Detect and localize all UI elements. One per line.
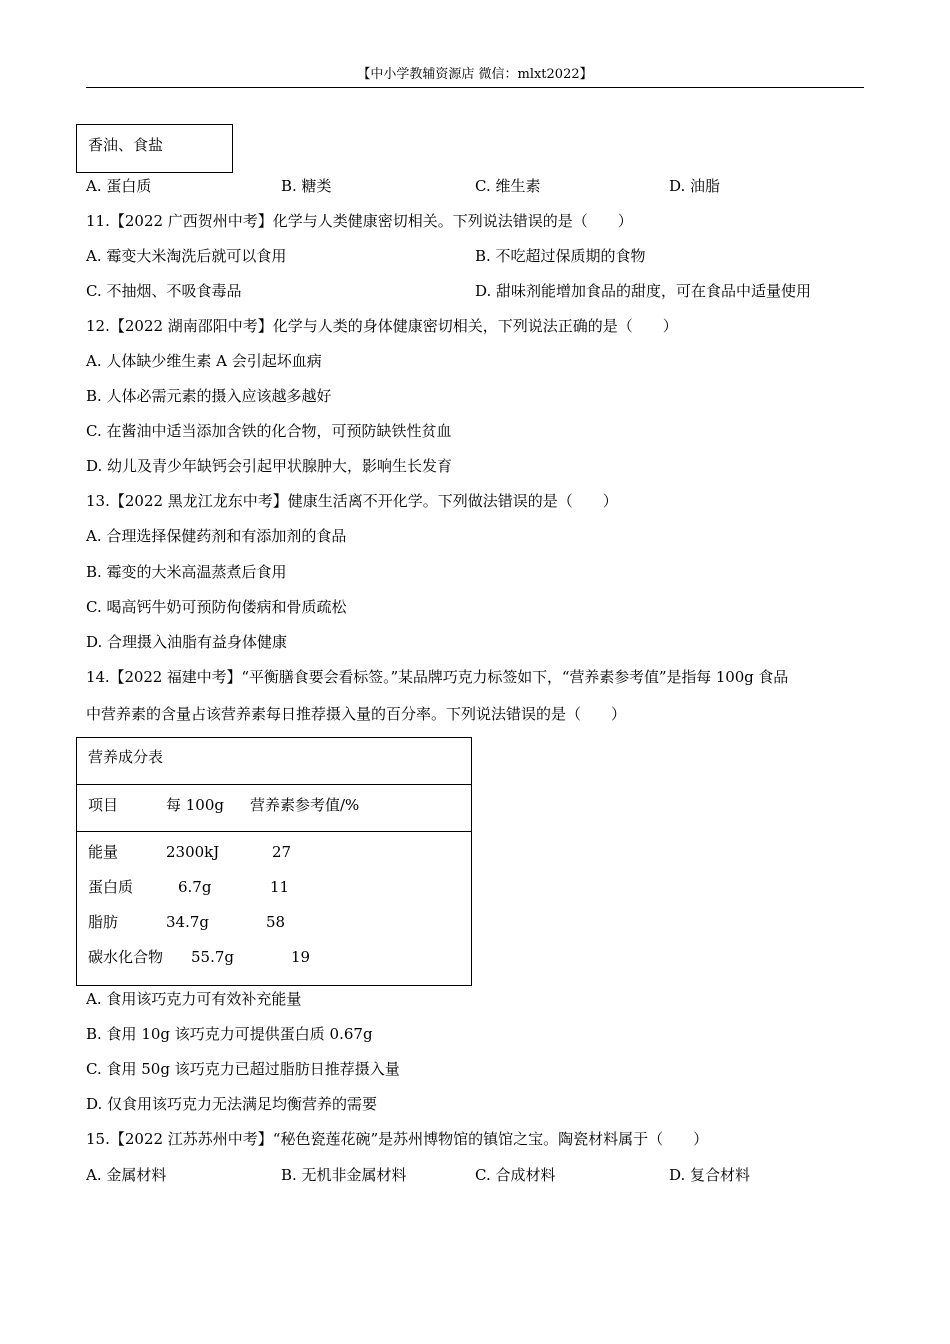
q14-stem-line2: 中营养素的含量占该营养素每日推荐摄入量的百分率。下列说法错误的是（ ） [86, 705, 627, 723]
q13-option-b: B. 霉变的大米高温蒸煮后食用 [86, 563, 287, 581]
q12-option-a: A. 人体缺少维生素 A 会引起坏血病 [86, 352, 322, 370]
q14-option-d: D. 仅食用该巧克力无法满足均衡营养的需要 [86, 1095, 378, 1113]
page-header: 【中小学教辅资源店 微信：mlxt2022】 [357, 67, 593, 82]
q15-option-b: B. 无机非金属材料 [281, 1166, 407, 1184]
q14-option-c: C. 食用 50g 该巧克力已超过脂肪日推荐摄入量 [86, 1060, 400, 1078]
q13-option-c: C. 喝高钙牛奶可预防佝偻病和骨质疏松 [86, 598, 347, 616]
table-row-carb-amount: 55.7g [191, 948, 235, 966]
table-row-protein-name: 蛋白质 [88, 878, 134, 896]
q10-option-d: D. 油脂 [669, 177, 721, 195]
q11-option-d: D. 甜味剂能增加食品的甜度，可在食品中适量使用 [475, 282, 812, 300]
table-row-energy-name: 能量 [88, 843, 119, 861]
table-title: 营养成分表 [88, 748, 164, 766]
table-row-carb-nrv: 19 [291, 948, 311, 966]
q13-option-d: D. 合理摄入油脂有益身体健康 [86, 633, 288, 651]
table-row-protein-nrv: 11 [270, 878, 290, 896]
q15-option-c: C. 合成材料 [475, 1166, 556, 1184]
q13-stem: 13.【2022 黑龙江龙东中考】健康生活离不开化学。下列做法错误的是（ ） [86, 492, 618, 510]
q12-option-c: C. 在酱油中适当添加含铁的化合物，可预防缺铁性贫血 [86, 422, 452, 440]
q10-option-c: C. 维生素 [475, 177, 541, 195]
q10-option-b: B. 糖类 [281, 177, 332, 195]
q11-option-b: B. 不吃超过保质期的食物 [475, 247, 646, 265]
table-row-fat-amount: 34.7g [166, 913, 210, 931]
table-row-energy-nrv: 27 [272, 843, 292, 861]
q10-option-a: A. 蛋白质 [86, 177, 152, 195]
q15-stem: 15.【2022 江苏苏州中考】“秘色瓷莲花碗”是苏州博物馆的镇馆之宝。陶瓷材料属于（ ） [86, 1130, 709, 1148]
table-header-item: 项目 [88, 796, 119, 814]
table-row-protein-amount: 6.7g [178, 878, 212, 896]
q14-stem-line1: 14.【2022 福建中考】“平衡膳食要会看标签。”某品牌巧克力标签如下，“营养素参考值”是指每 100g 食品 [86, 668, 789, 686]
q15-option-d: D. 复合材料 [669, 1166, 751, 1184]
table-row-energy-amount: 2300kJ [166, 843, 220, 861]
table-divider-1 [76, 784, 472, 785]
table-row-carb-name: 碳水化合物 [88, 948, 164, 966]
q12-option-d: D. 幼儿及青少年缺钙会引起甲状腺肿大，影响生长发育 [86, 457, 453, 475]
table-row-fat-name: 脂肪 [88, 913, 119, 931]
q14-option-a: A. 食用该巧克力可有效补充能量 [86, 990, 302, 1008]
header-divider [86, 87, 864, 88]
table-header-per100g: 每 100g [166, 796, 225, 814]
table-divider-2 [76, 831, 472, 832]
answer-box-text: 香油、食盐 [88, 136, 164, 154]
q11-option-a: A. 霉变大米淘洗后就可以食用 [86, 247, 287, 265]
table-header-nrv: 营养素参考值/% [250, 796, 360, 814]
q11-stem: 11.【2022 广西贺州中考】化学与人类健康密切相关。下列说法错误的是（ ） [86, 212, 633, 230]
q13-option-a: A. 合理选择保健药剂和有添加剂的食品 [86, 527, 347, 545]
table-row-fat-nrv: 58 [266, 913, 286, 931]
q15-option-a: A. 金属材料 [86, 1166, 167, 1184]
q11-option-c: C. 不抽烟、不吸食毒品 [86, 282, 242, 300]
q14-option-b: B. 食用 10g 该巧克力可提供蛋白质 0.67g [86, 1025, 373, 1043]
q12-stem: 12.【2022 湖南邵阳中考】化学与人类的身体健康密切相关，下列说法正确的是（ ） [86, 317, 678, 335]
q12-option-b: B. 人体必需元素的摄入应该越多越好 [86, 387, 332, 405]
